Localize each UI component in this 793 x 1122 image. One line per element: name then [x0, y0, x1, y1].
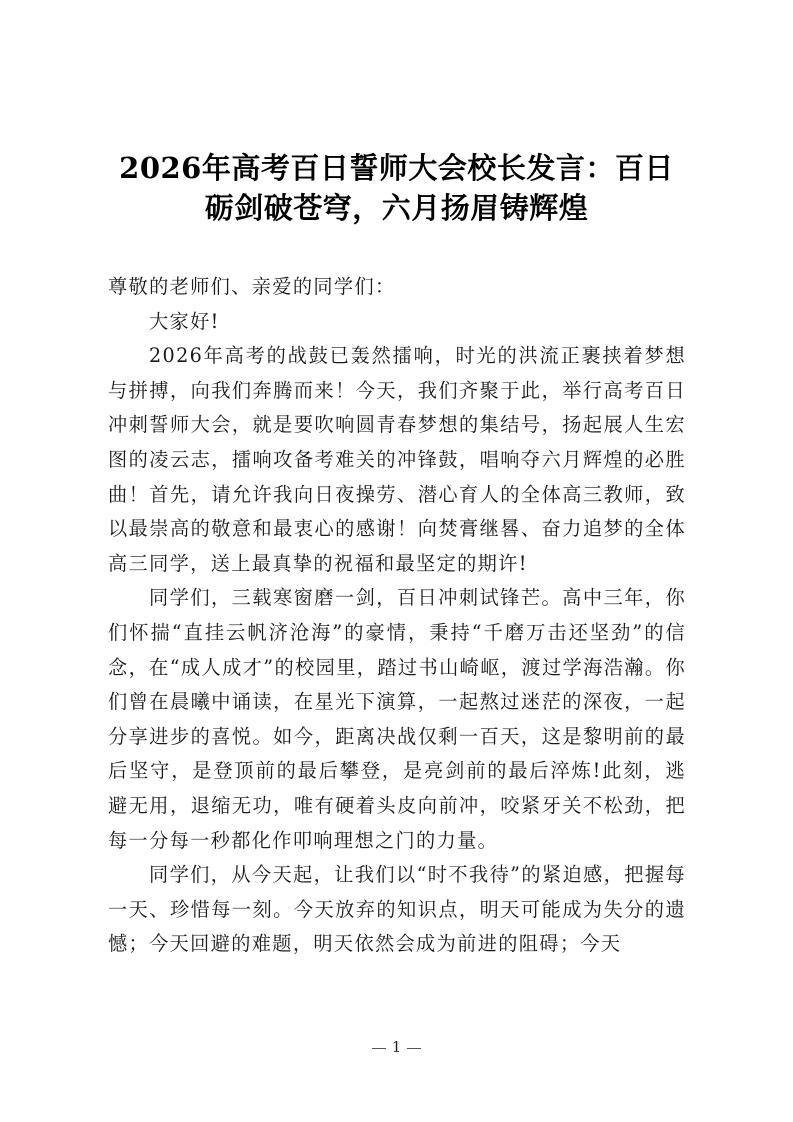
dash-left	[372, 1048, 386, 1049]
document-title	[100, 148, 693, 228]
page-footer	[0, 1038, 793, 1056]
paragraph-1: 2026年高考的战鼓已轰然擂响，时光的洪流正裹挟着梦想与拼搏，向我们奔腾而来！今天，我们齐聚于此，举行高考百日冲刺誓师大会，就是要吹响圆青春梦想的集结号，扬起展人生宏图的凌云志，擂响攻备考难关的冲锋鼓，唱响夺六月辉煌的必胜曲！首先，请允许我向日夜操劳、潜心育人的全体高三教师，致以最崇高的敬意和最衷心的感谢！向焚膏继晷、奋力追梦的全体高三同学，送上最真挚的祝福和最坚定的期许!	[108, 344, 686, 575]
title-line-1: 2026年高考百日誓师大会校长发言：百日	[119, 151, 674, 185]
paragraph-3: 同学们，从今天起，让我们以“时不我待”的紧迫感，把握每一天、珍惜每一刻。今天放弃的知识点，明天可能成为失分的遗憾；今天回避的难题，明天依然会成为前进的阻碍；今天	[108, 863, 686, 956]
salutation: 尊敬的老师们、亲爱的同学们：	[108, 275, 396, 298]
title-line-2: 砺剑破苍穹，六月扬眉铸辉煌	[204, 191, 589, 225]
document-body	[108, 270, 686, 962]
greeting: 大家好!	[149, 309, 220, 333]
page-number: 1	[391, 1038, 402, 1056]
dash-right	[407, 1048, 421, 1049]
paragraph-2: 同学们，三载寒窗磨一剑，百日冲刺试锋芒。高中三年，你们怀揣“直挂云帆济沧海”的豪情，秉持“千磨万击还坚劲”的信念，在“成人成才”的校园里，踏过书山崎岖，渡过学海浩瀚。你们曾在晨曦中诵读，在星光下演算，一起熬过迷茫的深夜，一起分享进步的喜悦。如今，距离决战仅剩一百天，这是黎明前的最后坚守，是登顶前的最后攀登，是亮剑前的最后淬炼!此刻，逃避无用，退缩无功，唯有硬着头皮向前冲，咬紧牙关不松劲，把每一分每一秒都化作叩响理想之门的力量。	[108, 586, 686, 852]
